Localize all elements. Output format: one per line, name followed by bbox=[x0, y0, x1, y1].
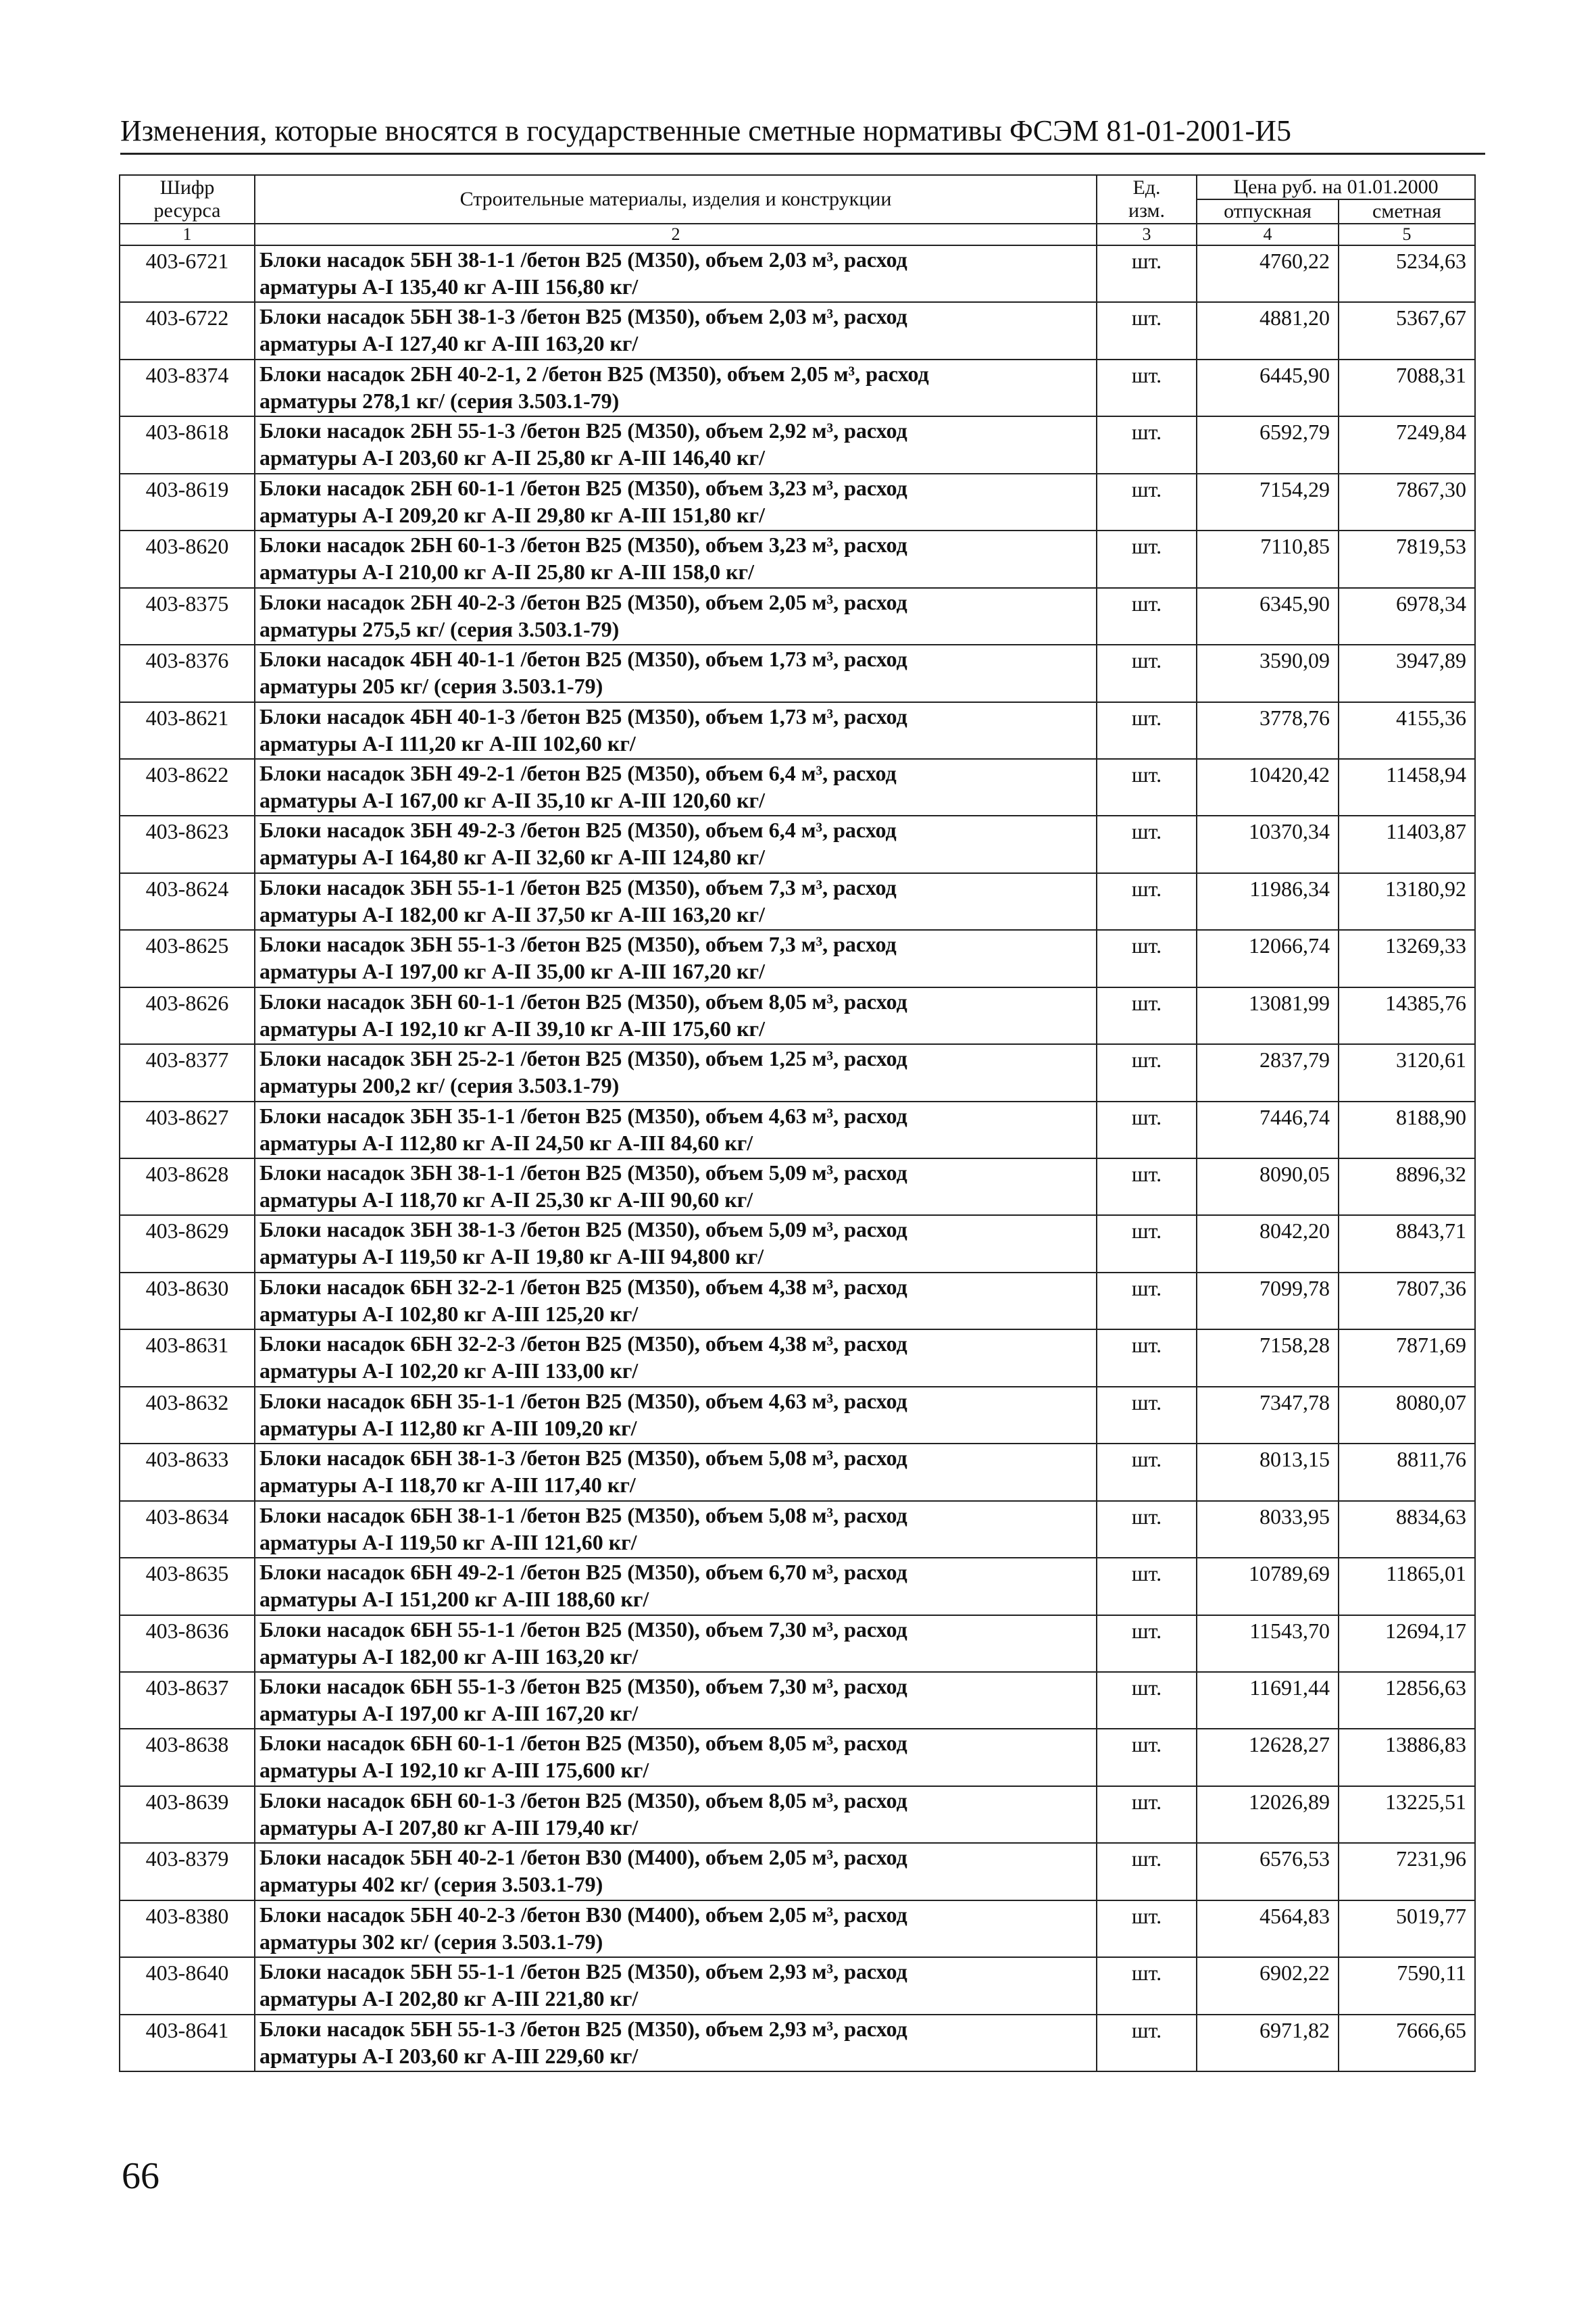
material-description bbox=[255, 1900, 1097, 1957]
material-description bbox=[255, 2015, 1097, 2071]
price-release: 7110,85 bbox=[1197, 531, 1339, 587]
description-line2: арматуры A-I 197,00 кг A-III 167,20 кг/ bbox=[259, 1700, 639, 1725]
description-line2: арматуры A-I 118,70 кг A-II 25,30 кг A-III 90,60 кг/ bbox=[259, 1187, 753, 1212]
description-line1: Блоки насадок 3БН 49-2-1 /бетон B25 (M350), объем 6,4 м³, расход bbox=[259, 760, 897, 785]
price-table bbox=[119, 174, 1476, 2072]
unit: шт. bbox=[1097, 759, 1197, 816]
table-row bbox=[120, 1615, 1475, 1672]
resource-code: 403-8637 bbox=[120, 1672, 255, 1729]
description-line2: арматуры A-I 202,80 кг A-III 221,80 кг/ bbox=[259, 1986, 639, 2011]
price-release: 7158,28 bbox=[1197, 1329, 1339, 1386]
description-line2: арматуры A-I 135,40 кг A-III 156,80 кг/ bbox=[259, 274, 639, 299]
table-row bbox=[120, 360, 1475, 416]
table-row bbox=[120, 1672, 1475, 1729]
resource-code: 403-8622 bbox=[120, 759, 255, 816]
material-description bbox=[255, 816, 1097, 872]
material-description bbox=[255, 930, 1097, 987]
unit: шт. bbox=[1097, 302, 1197, 359]
unit: шт. bbox=[1097, 416, 1197, 473]
resource-code: 403-8380 bbox=[120, 1900, 255, 1957]
price-release: 8042,20 bbox=[1197, 1215, 1339, 1272]
table-row bbox=[120, 1102, 1475, 1158]
col-header-unit bbox=[1097, 175, 1197, 224]
price-release: 2837,79 bbox=[1197, 1044, 1339, 1101]
description-line1: Блоки насадок 6БН 38-1-1 /бетон B25 (M350), объем 5,08 м³, расход bbox=[259, 1502, 907, 1527]
description-line2: арматуры 278,1 кг/ (серия 3.503.1-79) bbox=[259, 388, 620, 413]
description-line1: Блоки насадок 6БН 32-2-3 /бетон B25 (M350), объем 4,38 м³, расход bbox=[259, 1331, 907, 1356]
material-description bbox=[255, 1558, 1097, 1615]
material-description bbox=[255, 588, 1097, 645]
material-description bbox=[255, 1843, 1097, 1900]
description-line2: арматуры A-I 182,00 кг A-III 163,20 кг/ bbox=[259, 1644, 639, 1669]
price-release: 7099,78 bbox=[1197, 1273, 1339, 1329]
price-release: 4760,22 bbox=[1197, 245, 1339, 302]
price-estimate: 7249,84 bbox=[1339, 416, 1475, 473]
description-line1: Блоки насадок 6БН 35-1-1 /бетон B25 (M350), объем 4,63 м³, расход bbox=[259, 1388, 907, 1413]
unit: шт. bbox=[1097, 1329, 1197, 1386]
price-release: 12628,27 bbox=[1197, 1729, 1339, 1786]
price-estimate: 3120,61 bbox=[1339, 1044, 1475, 1101]
price-release: 8013,15 bbox=[1197, 1444, 1339, 1500]
description-line2: арматуры A-I 203,60 кг A-III 229,60 кг/ bbox=[259, 2043, 639, 2068]
resource-code: 403-8374 bbox=[120, 360, 255, 416]
description-line2: арматуры 205 кг/ (серия 3.503.1-79) bbox=[259, 674, 603, 699]
unit: шт. bbox=[1097, 987, 1197, 1044]
description-line2: арматуры A-I 182,00 кг A-II 37,50 кг A-III 163,20 кг/ bbox=[259, 902, 765, 927]
resource-code: 403-8376 bbox=[120, 645, 255, 701]
resource-code: 403-8638 bbox=[120, 1729, 255, 1786]
price-release: 13081,99 bbox=[1197, 987, 1339, 1044]
description-line2: арматуры A-I 102,20 кг A-III 133,00 кг/ bbox=[259, 1358, 639, 1383]
description-line1: Блоки насадок 4БН 40-1-1 /бетон B25 (M350), объем 1,73 м³, расход bbox=[259, 647, 907, 672]
resource-code: 403-6721 bbox=[120, 245, 255, 302]
price-release: 3778,76 bbox=[1197, 702, 1339, 759]
material-description bbox=[255, 759, 1097, 816]
unit: шт. bbox=[1097, 1044, 1197, 1101]
price-estimate: 8896,32 bbox=[1339, 1158, 1475, 1215]
table-row bbox=[120, 245, 1475, 302]
material-description bbox=[255, 1615, 1097, 1672]
price-estimate: 7088,31 bbox=[1339, 360, 1475, 416]
unit: шт. bbox=[1097, 1102, 1197, 1158]
price-estimate: 7871,69 bbox=[1339, 1329, 1475, 1386]
description-line2: арматуры A-I 207,80 кг A-III 179,40 кг/ bbox=[259, 1815, 639, 1840]
resource-code: 403-8636 bbox=[120, 1615, 255, 1672]
price-estimate: 8080,07 bbox=[1339, 1387, 1475, 1444]
description-line2: арматуры A-I 192,10 кг A-II 39,10 кг A-III 175,60 кг/ bbox=[259, 1016, 765, 1041]
col-header-name: Строительные материалы, изделия и конструкции bbox=[255, 175, 1097, 224]
price-release: 6971,82 bbox=[1197, 2015, 1339, 2071]
material-description bbox=[255, 1729, 1097, 1786]
unit: шт. bbox=[1097, 588, 1197, 645]
table-row bbox=[120, 930, 1475, 987]
material-description bbox=[255, 1672, 1097, 1729]
table-row bbox=[120, 1729, 1475, 1786]
price-release: 10420,42 bbox=[1197, 759, 1339, 816]
description-line1: Блоки насадок 2БН 60-1-1 /бетон B25 (M350), объем 3,23 м³, расход bbox=[259, 475, 907, 500]
material-description bbox=[255, 416, 1097, 473]
price-estimate: 5234,63 bbox=[1339, 245, 1475, 302]
col-header-code bbox=[120, 175, 255, 224]
description-line2: арматуры A-I 127,40 кг A-III 163,20 кг/ bbox=[259, 331, 639, 356]
unit: шт. bbox=[1097, 1957, 1197, 2014]
description-line2: арматуры A-I 151,200 кг A-III 188,60 кг/ bbox=[259, 1587, 649, 1612]
table-row bbox=[120, 531, 1475, 587]
price-estimate: 7819,53 bbox=[1339, 531, 1475, 587]
unit: шт. bbox=[1097, 245, 1197, 302]
table-row bbox=[120, 816, 1475, 872]
resource-code: 403-8641 bbox=[120, 2015, 255, 2071]
description-line2: арматуры A-I 111,20 кг A-III 102,60 кг/ bbox=[259, 731, 636, 756]
col-header-price-group: Цена руб. на 01.01.2000 bbox=[1197, 175, 1475, 199]
description-line1: Блоки насадок 5БН 55-1-3 /бетон B25 (M350), объем 2,93 м³, расход bbox=[259, 2016, 907, 2041]
price-release: 3590,09 bbox=[1197, 645, 1339, 701]
unit: шт. bbox=[1097, 1843, 1197, 1900]
price-release: 10370,34 bbox=[1197, 816, 1339, 872]
description-line1: Блоки насадок 6БН 49-2-1 /бетон B25 (M350), объем 6,70 м³, расход bbox=[259, 1560, 907, 1585]
price-estimate: 12856,63 bbox=[1339, 1672, 1475, 1729]
unit: шт. bbox=[1097, 1501, 1197, 1558]
price-release: 6902,22 bbox=[1197, 1957, 1339, 2014]
resource-code: 403-8621 bbox=[120, 702, 255, 759]
material-description bbox=[255, 1158, 1097, 1215]
description-line1: Блоки насадок 5БН 40-2-3 /бетон B30 (M400), объем 2,05 м³, расход bbox=[259, 1902, 907, 1927]
description-line2: арматуры A-I 192,10 кг A-III 175,600 кг/ bbox=[259, 1758, 649, 1783]
description-line1: Блоки насадок 3БН 38-1-1 /бетон B25 (M350), объем 5,09 м³, расход bbox=[259, 1160, 907, 1185]
resource-code: 403-8620 bbox=[120, 531, 255, 587]
description-line1: Блоки насадок 6БН 38-1-3 /бетон B25 (M350), объем 5,08 м³, расход bbox=[259, 1446, 907, 1471]
price-estimate: 12694,17 bbox=[1339, 1615, 1475, 1672]
material-description bbox=[255, 873, 1097, 930]
material-description bbox=[255, 702, 1097, 759]
price-release: 7347,78 bbox=[1197, 1387, 1339, 1444]
unit: шт. bbox=[1097, 1558, 1197, 1615]
table-row bbox=[120, 474, 1475, 531]
unit: шт. bbox=[1097, 1729, 1197, 1786]
description-line2: арматуры A-I 119,50 кг A-III 121,60 кг/ bbox=[259, 1529, 637, 1554]
table-row bbox=[120, 702, 1475, 759]
material-description bbox=[255, 1102, 1097, 1158]
price-estimate: 14385,76 bbox=[1339, 987, 1475, 1044]
material-description bbox=[255, 987, 1097, 1044]
description-line2: арматуры 402 кг/ (серия 3.503.1-79) bbox=[259, 1872, 603, 1897]
material-description bbox=[255, 1273, 1097, 1329]
price-release: 6445,90 bbox=[1197, 360, 1339, 416]
description-line2: арматуры A-I 209,20 кг A-II 29,80 кг A-III 151,80 кг/ bbox=[259, 502, 765, 527]
price-release: 7446,74 bbox=[1197, 1102, 1339, 1158]
description-line1: Блоки насадок 2БН 40-2-1, 2 /бетон B25 (M350), объем 2,05 м³, расход bbox=[259, 361, 929, 386]
unit: шт. bbox=[1097, 474, 1197, 531]
description-line1: Блоки насадок 2БН 40-2-3 /бетон B25 (M350), объем 2,05 м³, расход bbox=[259, 589, 907, 614]
price-estimate: 13269,33 bbox=[1339, 930, 1475, 987]
description-line1: Блоки насадок 6БН 32-2-1 /бетон B25 (M350), объем 4,38 м³, расход bbox=[259, 1274, 907, 1299]
table-row bbox=[120, 302, 1475, 359]
table-row bbox=[120, 1215, 1475, 1272]
price-estimate: 11865,01 bbox=[1339, 1558, 1475, 1615]
description-line1: Блоки насадок 3БН 60-1-1 /бетон B25 (M350), объем 8,05 м³, расход bbox=[259, 989, 907, 1014]
table-row bbox=[120, 1501, 1475, 1558]
price-estimate: 7807,36 bbox=[1339, 1273, 1475, 1329]
price-release: 12066,74 bbox=[1197, 930, 1339, 987]
price-estimate: 3947,89 bbox=[1339, 645, 1475, 701]
price-release: 10789,69 bbox=[1197, 1558, 1339, 1615]
table-row bbox=[120, 1044, 1475, 1101]
material-description bbox=[255, 360, 1097, 416]
resource-code: 403-8634 bbox=[120, 1501, 255, 1558]
description-line1: Блоки насадок 5БН 55-1-1 /бетон B25 (M350), объем 2,93 м³, расход bbox=[259, 1959, 907, 1984]
table-row bbox=[120, 645, 1475, 701]
material-description bbox=[255, 645, 1097, 701]
description-line2: арматуры A-I 167,00 кг A-II 35,10 кг A-III 120,60 кг/ bbox=[259, 787, 765, 812]
column-number: 3 bbox=[1097, 224, 1197, 245]
description-line1: Блоки насадок 3БН 55-1-3 /бетон B25 (M350), объем 7,3 м³, расход bbox=[259, 932, 897, 957]
description-line1: Блоки насадок 3БН 55-1-1 /бетон B25 (M350), объем 7,3 м³, расход bbox=[259, 875, 897, 900]
description-line2: арматуры A-I 102,80 кг A-III 125,20 кг/ bbox=[259, 1301, 639, 1326]
price-release: 8033,95 bbox=[1197, 1501, 1339, 1558]
price-estimate: 5019,77 bbox=[1339, 1900, 1475, 1957]
description-line1: Блоки насадок 3БН 49-2-3 /бетон B25 (M350), объем 6,4 м³, расход bbox=[259, 818, 897, 843]
description-line2: арматуры A-I 112,80 кг A-II 24,50 кг A-III 84,60 кг/ bbox=[259, 1130, 753, 1155]
table-row bbox=[120, 1273, 1475, 1329]
resource-code: 403-8629 bbox=[120, 1215, 255, 1272]
col-header-code-line2: ресурса bbox=[153, 199, 221, 222]
description-line2: арматуры 275,5 кг/ (серия 3.503.1-79) bbox=[259, 616, 620, 641]
price-estimate: 8188,90 bbox=[1339, 1102, 1475, 1158]
price-release: 11986,34 bbox=[1197, 873, 1339, 930]
unit: шт. bbox=[1097, 702, 1197, 759]
price-release: 4564,83 bbox=[1197, 1900, 1339, 1957]
description-line2: арматуры A-I 118,70 кг A-III 117,40 кг/ bbox=[259, 1473, 636, 1498]
unit: шт. bbox=[1097, 816, 1197, 872]
price-release: 11543,70 bbox=[1197, 1615, 1339, 1672]
table-row bbox=[120, 2015, 1475, 2071]
resource-code: 403-8639 bbox=[120, 1786, 255, 1843]
table-body bbox=[120, 245, 1475, 2071]
price-estimate: 7590,11 bbox=[1339, 1957, 1475, 2014]
description-line1: Блоки насадок 2БН 55-1-3 /бетон B25 (M350), объем 2,92 м³, расход bbox=[259, 418, 907, 443]
table-row bbox=[120, 1444, 1475, 1500]
unit: шт. bbox=[1097, 1672, 1197, 1729]
unit: шт. bbox=[1097, 360, 1197, 416]
column-number: 5 bbox=[1339, 224, 1475, 245]
table-row bbox=[120, 588, 1475, 645]
table-row bbox=[120, 987, 1475, 1044]
description-line2: арматуры 200,2 кг/ (серия 3.503.1-79) bbox=[259, 1073, 620, 1098]
material-description bbox=[255, 245, 1097, 302]
description-line1: Блоки насадок 6БН 60-1-1 /бетон B25 (M350), объем 8,05 м³, расход bbox=[259, 1731, 907, 1756]
col-header-unit-line1: Ед. bbox=[1132, 176, 1161, 199]
resource-code: 403-6722 bbox=[120, 302, 255, 359]
description-line1: Блоки насадок 6БН 55-1-1 /бетон B25 (M350), объем 7,30 м³, расход bbox=[259, 1617, 907, 1642]
resource-code: 403-8640 bbox=[120, 1957, 255, 2014]
table-row bbox=[120, 1900, 1475, 1957]
table-row bbox=[120, 873, 1475, 930]
description-line1: Блоки насадок 2БН 60-1-3 /бетон B25 (M350), объем 3,23 м³, расход bbox=[259, 533, 907, 558]
price-release: 11691,44 bbox=[1197, 1672, 1339, 1729]
page-header: Изменения, которые вносятся в государственные сметные нормативы ФСЭМ 81-01-2001-И5 bbox=[120, 112, 1485, 155]
description-line1: Блоки насадок 5БН 38-1-3 /бетон B25 (M350), объем 2,03 м³, расход bbox=[259, 304, 907, 329]
table-row bbox=[120, 1843, 1475, 1900]
material-description bbox=[255, 1044, 1097, 1101]
price-estimate: 4155,36 bbox=[1339, 702, 1475, 759]
price-estimate: 7666,65 bbox=[1339, 2015, 1475, 2071]
price-estimate: 7867,30 bbox=[1339, 474, 1475, 531]
resource-code: 403-8375 bbox=[120, 588, 255, 645]
table-row bbox=[120, 1786, 1475, 1843]
table-row bbox=[120, 416, 1475, 473]
resource-code: 403-8631 bbox=[120, 1329, 255, 1386]
col-header-price-release: отпускная bbox=[1197, 199, 1339, 224]
unit: шт. bbox=[1097, 873, 1197, 930]
col-header-code-line1: Шифр bbox=[159, 176, 215, 199]
unit: шт. bbox=[1097, 1215, 1197, 1272]
table-row bbox=[120, 1387, 1475, 1444]
description-line1: Блоки насадок 4БН 40-1-3 /бетон B25 (M350), объем 1,73 м³, расход bbox=[259, 704, 907, 729]
resource-code: 403-8630 bbox=[120, 1273, 255, 1329]
resource-code: 403-8625 bbox=[120, 930, 255, 987]
description-line1: Блоки насадок 6БН 55-1-3 /бетон B25 (M350), объем 7,30 м³, расход bbox=[259, 1673, 907, 1698]
description-line1: Блоки насадок 3БН 35-1-1 /бетон B25 (M350), объем 4,63 м³, расход bbox=[259, 1103, 907, 1128]
resource-code: 403-8632 bbox=[120, 1387, 255, 1444]
description-line1: Блоки насадок 5БН 40-2-1 /бетон B30 (M400), объем 2,05 м³, расход bbox=[259, 1845, 907, 1870]
unit: шт. bbox=[1097, 531, 1197, 587]
unit: шт. bbox=[1097, 1786, 1197, 1843]
description-line2: арматуры A-I 203,60 кг A-II 25,80 кг A-III 146,40 кг/ bbox=[259, 445, 765, 470]
material-description bbox=[255, 1387, 1097, 1444]
price-estimate: 13225,51 bbox=[1339, 1786, 1475, 1843]
resource-code: 403-8377 bbox=[120, 1044, 255, 1101]
unit: шт. bbox=[1097, 2015, 1197, 2071]
resource-code: 403-8624 bbox=[120, 873, 255, 930]
table-row bbox=[120, 1158, 1475, 1215]
unit: шт. bbox=[1097, 1387, 1197, 1444]
price-estimate: 5367,67 bbox=[1339, 302, 1475, 359]
price-estimate: 13886,83 bbox=[1339, 1729, 1475, 1786]
column-number: 1 bbox=[120, 224, 255, 245]
resource-code: 403-8633 bbox=[120, 1444, 255, 1500]
material-description bbox=[255, 1444, 1097, 1500]
material-description bbox=[255, 1957, 1097, 2014]
table-row bbox=[120, 1558, 1475, 1615]
material-description bbox=[255, 1329, 1097, 1386]
material-description bbox=[255, 302, 1097, 359]
unit: шт. bbox=[1097, 645, 1197, 701]
price-estimate: 8843,71 bbox=[1339, 1215, 1475, 1272]
column-number: 4 bbox=[1197, 224, 1339, 245]
price-release: 6592,79 bbox=[1197, 416, 1339, 473]
resource-code: 403-8635 bbox=[120, 1558, 255, 1615]
description-line1: Блоки насадок 3БН 38-1-3 /бетон B25 (M350), объем 5,09 м³, расход bbox=[259, 1217, 907, 1242]
table-row bbox=[120, 759, 1475, 816]
description-line2: арматуры A-I 164,80 кг A-II 32,60 кг A-III 124,80 кг/ bbox=[259, 845, 765, 870]
unit: шт. bbox=[1097, 1615, 1197, 1672]
description-line2: арматуры 302 кг/ (серия 3.503.1-79) bbox=[259, 1929, 603, 1954]
material-description bbox=[255, 474, 1097, 531]
price-release: 4881,20 bbox=[1197, 302, 1339, 359]
description-line2: арматуры A-I 197,00 кг A-II 35,00 кг A-III 167,20 кг/ bbox=[259, 959, 765, 984]
table-row bbox=[120, 1329, 1475, 1386]
col-header-price-estimate: сметная bbox=[1339, 199, 1475, 224]
resource-code: 403-8623 bbox=[120, 816, 255, 872]
resource-code: 403-8618 bbox=[120, 416, 255, 473]
unit: шт. bbox=[1097, 1273, 1197, 1329]
resource-code: 403-8626 bbox=[120, 987, 255, 1044]
unit: шт. bbox=[1097, 1444, 1197, 1500]
resource-code: 403-8628 bbox=[120, 1158, 255, 1215]
price-estimate: 11458,94 bbox=[1339, 759, 1475, 816]
unit: шт. bbox=[1097, 1158, 1197, 1215]
material-description bbox=[255, 1501, 1097, 1558]
resource-code: 403-8379 bbox=[120, 1843, 255, 1900]
description-line2: арматуры A-I 210,00 кг A-II 25,80 кг A-III 158,0 кг/ bbox=[259, 560, 754, 585]
description-line2: арматуры A-I 119,50 кг A-II 19,80 кг A-III 94,800 кг/ bbox=[259, 1244, 764, 1269]
price-release: 12026,89 bbox=[1197, 1786, 1339, 1843]
col-header-unit-line2: изм. bbox=[1128, 199, 1165, 222]
material-description bbox=[255, 1786, 1097, 1843]
description-line1: Блоки насадок 3БН 25-2-1 /бетон B25 (M350), объем 1,25 м³, расход bbox=[259, 1046, 907, 1071]
price-estimate: 11403,87 bbox=[1339, 816, 1475, 872]
price-estimate: 7231,96 bbox=[1339, 1843, 1475, 1900]
price-release: 7154,29 bbox=[1197, 474, 1339, 531]
page-number: 66 bbox=[122, 2155, 159, 2197]
price-release: 8090,05 bbox=[1197, 1158, 1339, 1215]
material-description bbox=[255, 1215, 1097, 1272]
table-row bbox=[120, 1957, 1475, 2014]
unit: шт. bbox=[1097, 930, 1197, 987]
material-description bbox=[255, 531, 1097, 587]
resource-code: 403-8619 bbox=[120, 474, 255, 531]
description-line1: Блоки насадок 5БН 38-1-1 /бетон B25 (M350), объем 2,03 м³, расход bbox=[259, 247, 907, 272]
description-line2: арматуры A-I 112,80 кг A-III 109,20 кг/ bbox=[259, 1415, 637, 1440]
price-estimate: 13180,92 bbox=[1339, 873, 1475, 930]
description-line1: Блоки насадок 6БН 60-1-3 /бетон B25 (M350), объем 8,05 м³, расход bbox=[259, 1788, 907, 1813]
unit: шт. bbox=[1097, 1900, 1197, 1957]
resource-code: 403-8627 bbox=[120, 1102, 255, 1158]
price-estimate: 8834,63 bbox=[1339, 1501, 1475, 1558]
price-release: 6576,53 bbox=[1197, 1843, 1339, 1900]
column-number: 2 bbox=[255, 224, 1097, 245]
price-release: 6345,90 bbox=[1197, 588, 1339, 645]
price-estimate: 6978,34 bbox=[1339, 588, 1475, 645]
price-estimate: 8811,76 bbox=[1339, 1444, 1475, 1500]
